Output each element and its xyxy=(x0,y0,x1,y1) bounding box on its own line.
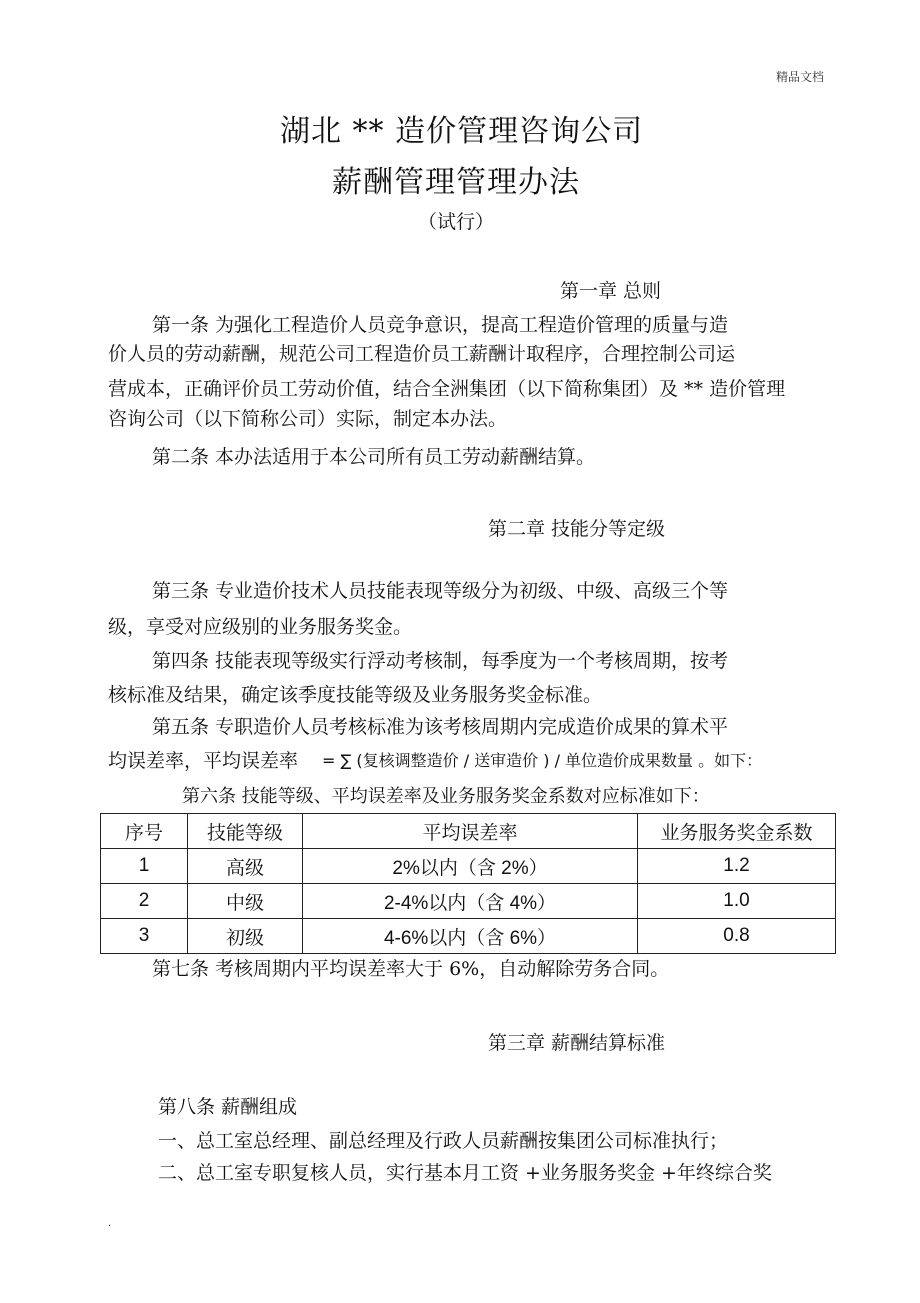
table-header-row xyxy=(101,814,836,849)
article-5-line: 第五条 专职造价人员考核标准为该考核周期内完成造价成果的算术平 xyxy=(152,716,729,738)
column-header: 序号 xyxy=(101,814,188,849)
column-header: 业务服务奖金系数 xyxy=(638,814,836,849)
table-cell: 2%以内（含 2%） xyxy=(303,849,638,884)
table-cell: 1.2 xyxy=(638,849,836,884)
trial-note: （试行） xyxy=(418,211,495,233)
article-4-line: 第四条 技能表现等级实行浮动考核制，每季度为一个考核周期，按考 xyxy=(152,650,729,672)
table-cell: 2-4%以内（含 4%） xyxy=(303,884,638,919)
document-subtitle: 薪酬管理管理办法 xyxy=(332,165,580,200)
article-3-line: 级，享受对应级别的业务服务奖金。 xyxy=(108,616,413,638)
article-1-line: 营成本，正确评价员工劳动价值，结合全洲集团（以下简称集团）及 ** 造价管理 xyxy=(108,378,786,400)
table-cell: 2 xyxy=(101,884,188,919)
article-8-item: 二、总工室专职复核人员，实行基本月工资 +业务服务奖金 +年终综合奖 xyxy=(158,1162,772,1184)
article-5-line: 均误差率，平均误差率 xyxy=(108,750,299,772)
table-cell: 中级 xyxy=(188,884,303,919)
article-7: 第七条 考核周期内平均误差率大于 6%，自动解除劳务合同。 xyxy=(152,958,670,980)
watermark: 精品文档 xyxy=(776,70,825,84)
article-3-line: 第三条 专业造价技术人员技能表现等级分为初级、中级、高级三个等 xyxy=(152,580,729,602)
chapter-3-heading: 第三章 薪酬结算标准 xyxy=(488,1032,666,1054)
article-4-line: 核标准及结果，确定该季度技能等级及业务服务奖金标准。 xyxy=(108,684,603,706)
table-cell: 高级 xyxy=(188,849,303,884)
table-cell: 1 xyxy=(101,849,188,884)
article-8: 第八条 薪酬组成 xyxy=(158,1096,298,1118)
article-8-item: 一、总工室总经理、副总经理及行政人员薪酬按集团公司标准执行； xyxy=(158,1130,729,1152)
table-cell: 4-6%以内（含 6%） xyxy=(303,919,638,954)
table-cell: 3 xyxy=(101,919,188,954)
article-1-line: 咨询公司（以下简称公司）实际，制定本办法。 xyxy=(108,408,508,430)
article-1-line: 第一条 为强化工程造价人员竞争意识，提高工程造价管理的质量与造 xyxy=(152,314,729,336)
column-header: 平均误差率 xyxy=(303,814,638,849)
article-1-line: 价人员的劳动薪酬，规范公司工程造价员工薪酬计取程序，合理控制公司运 xyxy=(108,343,736,365)
table-cell: 0.8 xyxy=(638,919,836,954)
grade-table xyxy=(100,813,836,954)
chapter-1-heading: 第一章 总则 xyxy=(560,280,662,302)
column-header: 技能等级 xyxy=(188,814,303,849)
table-cell: 1.0 xyxy=(638,884,836,919)
article-6: 第六条 技能等级、平均误差率及业务服务奖金系数对应标准如下： xyxy=(182,786,710,807)
chapter-2-heading: 第二章 技能分等定级 xyxy=(488,518,666,540)
table-row xyxy=(101,919,836,954)
error-rate-formula: = ∑ (复核调整造价 / 送审造价 ) / 单位造价成果数量 。如下： xyxy=(322,751,763,770)
article-2: 第二条 本办法适用于本公司所有员工劳动薪酬结算。 xyxy=(152,446,596,468)
table-cell: 初级 xyxy=(188,919,303,954)
table-row xyxy=(101,849,836,884)
table-row xyxy=(101,884,836,919)
footer-dot: . xyxy=(108,1218,112,1229)
document-title: 湖北 ** 造价管理咨询公司 xyxy=(280,114,644,149)
